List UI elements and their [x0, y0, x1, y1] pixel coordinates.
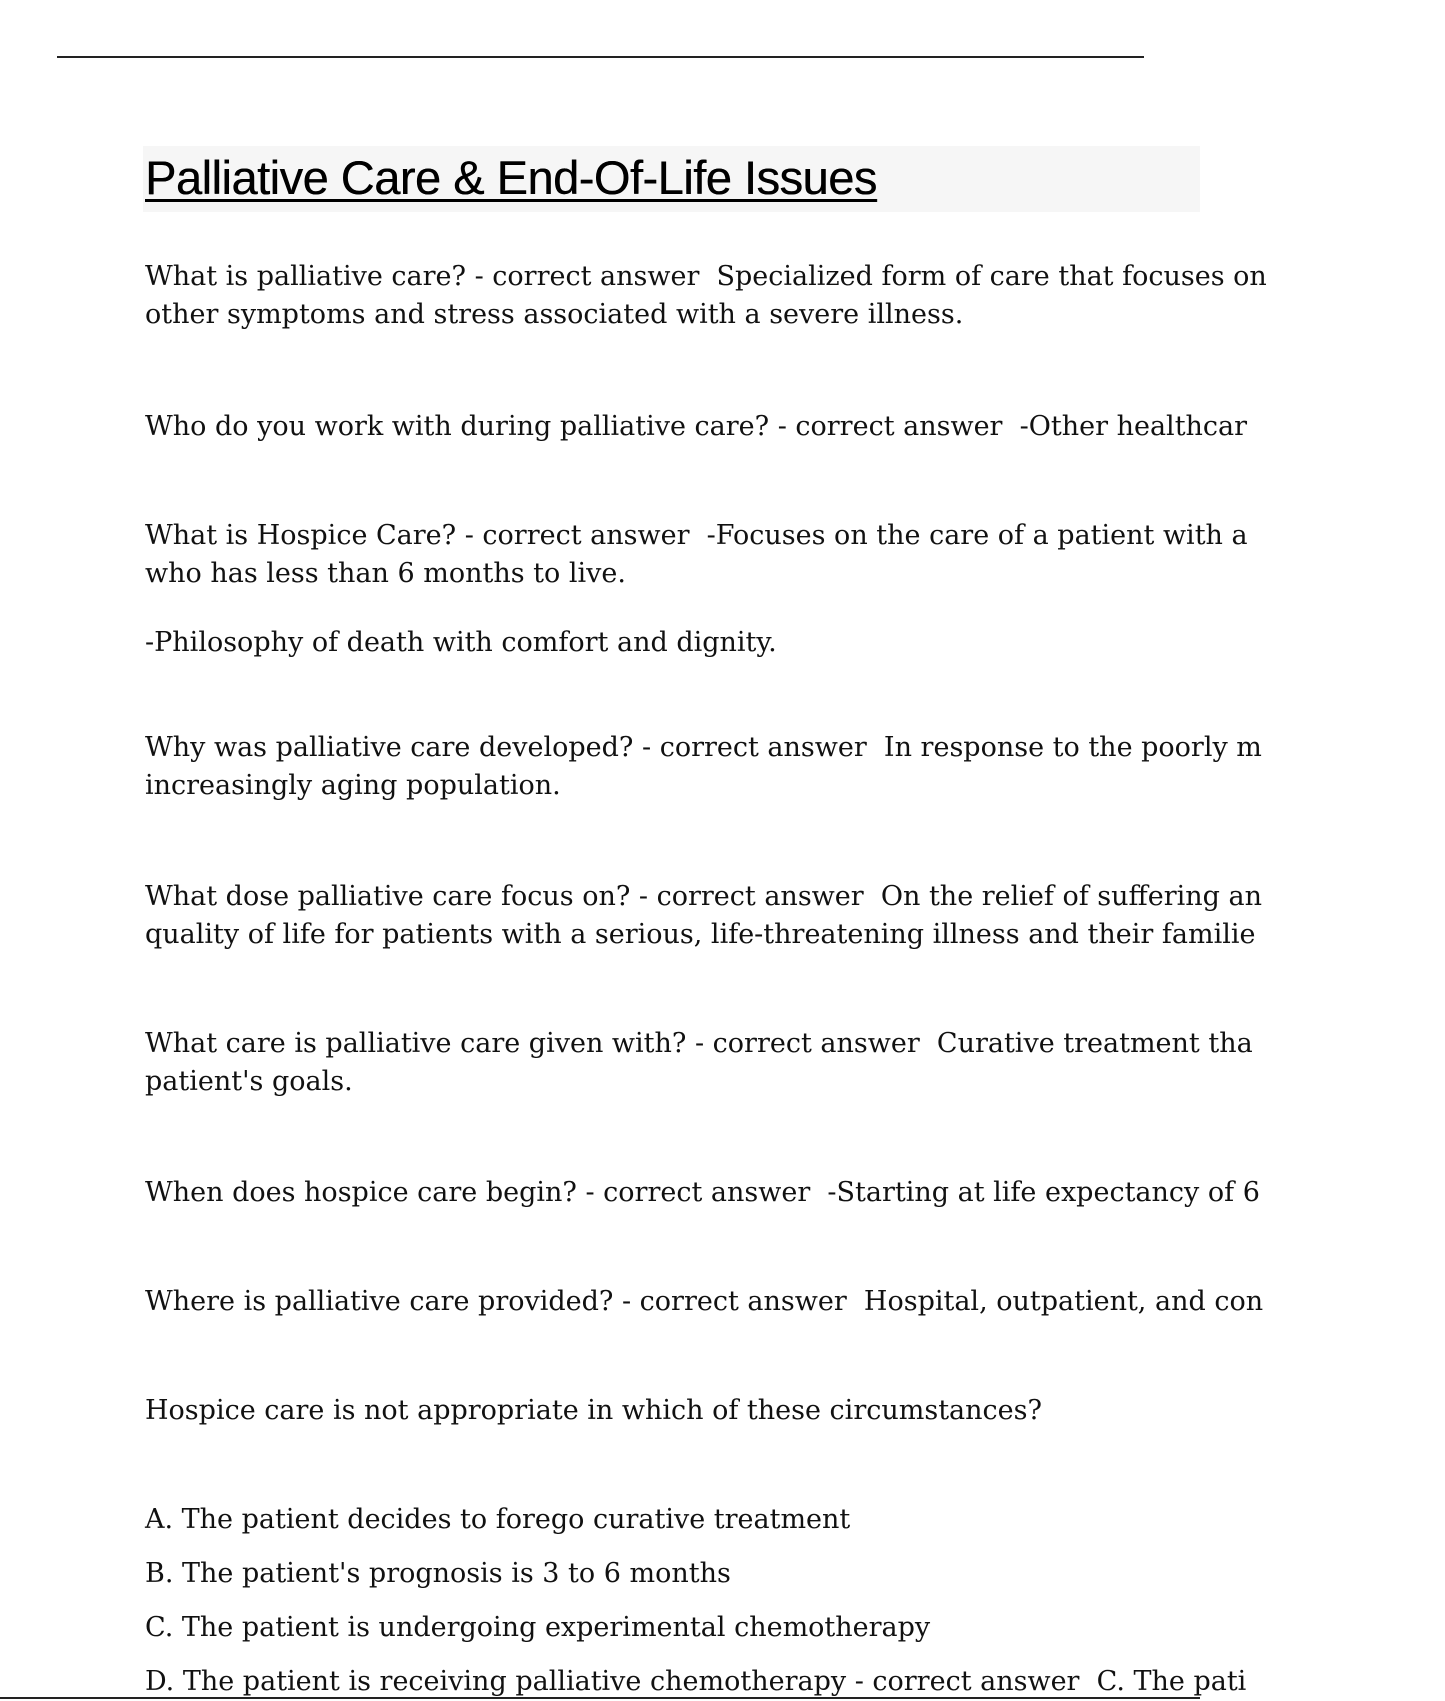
qa-line: [145, 1025, 1253, 1063]
answer-separator: - correct answer: [686, 1028, 937, 1059]
mcq-question: Hospice care is not appropriate in which of these circumstances?: [145, 1395, 1042, 1426]
answer-continuation: increasingly aging population.: [145, 770, 561, 801]
question-text: Where is palliative care provided?: [145, 1286, 614, 1317]
qa-item: [145, 1174, 1260, 1212]
qa-line: [145, 1283, 1263, 1321]
answer-continuation: quality of life for patients with a serious, life-threatening illness and their familie: [145, 919, 1256, 950]
qa-line: [145, 408, 1247, 446]
mcq-option-c: C. The patient is undergoing experimental chemotherapy: [145, 1612, 931, 1643]
qa-line: [145, 1174, 1260, 1212]
answer-continuation: patient's goals.: [145, 1066, 353, 1097]
qa-item: [145, 878, 1262, 954]
answer-separator: - correct answer: [769, 411, 1020, 442]
qa-line: [145, 729, 1262, 767]
qa-line: [145, 517, 1248, 555]
question-text: Why was palliative care developed?: [145, 732, 634, 763]
answer-text: -Other healthcar: [1019, 411, 1248, 442]
mcq-option-d: [145, 1663, 1246, 1701]
question-text: What dose palliative care focus on?: [145, 881, 631, 912]
answer-continuation: who has less than 6 months to live.: [145, 558, 626, 589]
qa-item: [145, 729, 1262, 805]
answer-text: -Focuses on the care of a patient with a: [706, 520, 1248, 551]
answer-text: Curative treatment tha: [936, 1028, 1253, 1059]
qa-item: [145, 1283, 1263, 1321]
answer-extra-line: -Philosophy of death with comfort and dignity.: [145, 627, 777, 658]
mcq-answer-text: C. The pati: [1096, 1666, 1247, 1697]
qa-line: [145, 258, 1267, 296]
question-text: What is Hospice Care?: [145, 520, 457, 551]
answer-text: On the relief of suffering an: [880, 881, 1262, 912]
mcq-option-b: B. The patient's prognosis is 3 to 6 months: [145, 1558, 731, 1589]
qa-item: [145, 408, 1247, 446]
answer-text: Hospital, outpatient, and con: [863, 1286, 1264, 1317]
answer-separator: - correct answer: [630, 881, 881, 912]
answer-text: -Starting at life expectancy of 6: [827, 1177, 1260, 1208]
answer-separator: - correct answer: [576, 1177, 828, 1208]
question-text: Who do you work with during palliative care?: [145, 411, 770, 442]
answer-separator: - correct answer: [613, 1286, 864, 1317]
answer-separator: - correct answer: [456, 520, 707, 551]
question-text: When does hospice care begin?: [145, 1177, 577, 1208]
answer-text: In response to the poorly m: [883, 732, 1262, 763]
answer-text: Specialized form of care that focuses on: [716, 261, 1267, 292]
mcq-option-a: A. The patient decides to forego curative treatment: [145, 1504, 851, 1535]
answer-separator: - correct answer: [633, 732, 884, 763]
answer-continuation: other symptoms and stress associated with a severe illness.: [145, 299, 964, 330]
qa-item: [145, 1025, 1253, 1101]
qa-item: [145, 258, 1267, 334]
answer-separator: - correct answer: [466, 261, 717, 292]
bottom-rule: [0, 1697, 1200, 1699]
question-text: What is palliative care?: [145, 261, 467, 292]
page-title: Palliative Care & End-Of-Life Issues: [145, 151, 877, 204]
answer-separator: - correct answer: [846, 1666, 1097, 1697]
qa-item: [145, 517, 1248, 593]
question-text: What care is palliative care given with?: [145, 1028, 687, 1059]
mcq-option-d-text: D. The patient is receiving palliative chemotherapy: [145, 1666, 847, 1697]
qa-line: [145, 878, 1262, 916]
top-rule: [57, 56, 1144, 58]
